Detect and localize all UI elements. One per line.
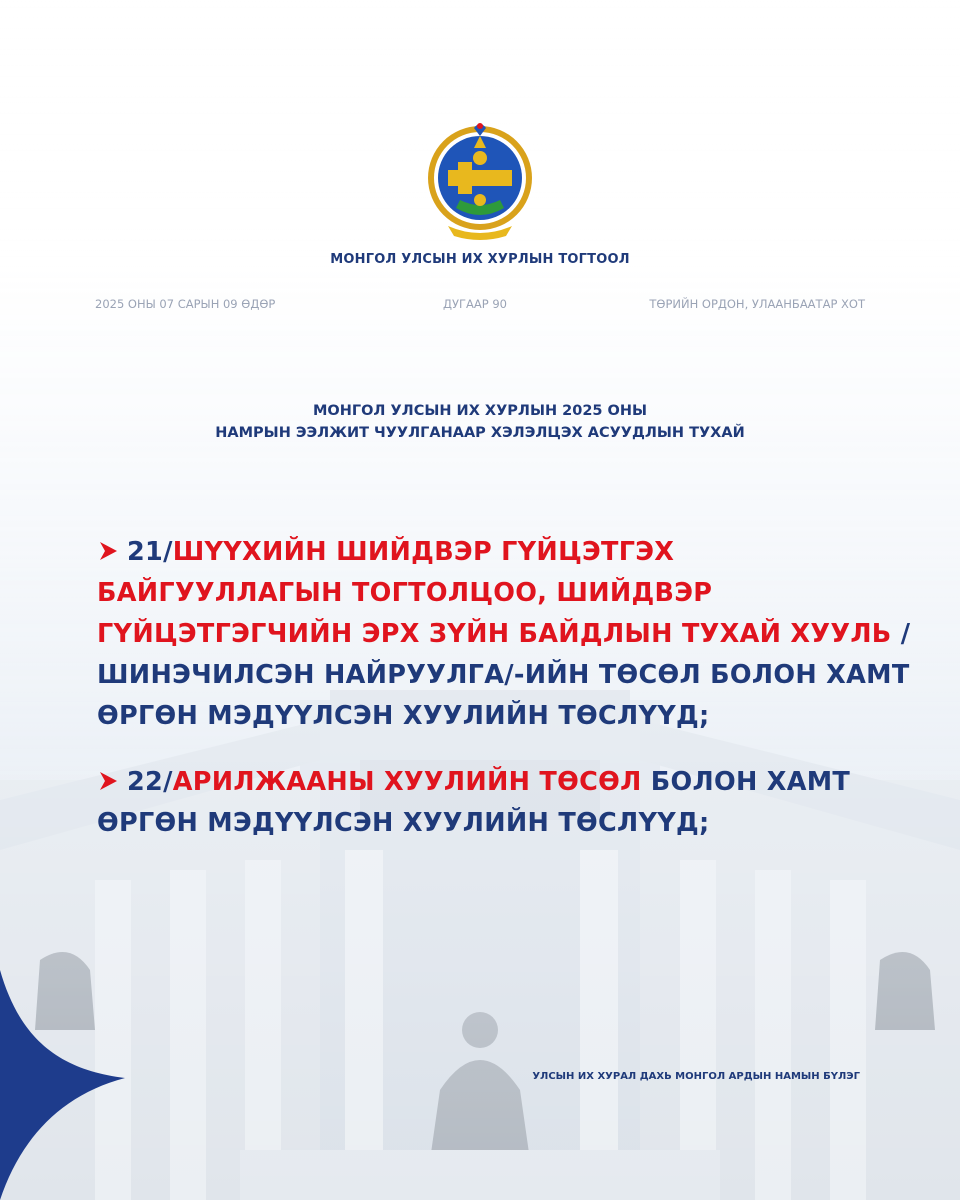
item-title-rest: /ШИНЭЧИЛСЭН НАЙРУУЛГА/-ИЙН ТӨСӨЛ БОЛОН ХАМТ ӨРГӨН МЭДҮҮЛСЭН ХУУЛИЙН ТӨСЛҮҮД; bbox=[97, 619, 911, 731]
resolution-subject bbox=[0, 400, 960, 444]
party-group-caption: УЛСЫН ИХ ХУРАЛ ДАХЬ МОНГОЛ АРДЫН НАМЫН БҮЛЭГ bbox=[532, 1071, 860, 1082]
state-emblem-icon bbox=[418, 118, 542, 242]
resolution-place: ТӨРИЙН ОРДОН, УЛААНБААТАР ХОТ bbox=[649, 297, 865, 311]
subject-line-2: НАМРЫН ЭЭЛЖИТ ЧУУЛГАНААР ХЭЛЭЛЦЭХ АСУУДЛЫН ТУХАЙ bbox=[215, 425, 745, 441]
item-title-rest: БОЛОН ХАМТ ӨРГӨН МЭДҮҮЛСЭН ХУУЛИЙН ТӨСЛҮҮД; bbox=[97, 767, 851, 838]
item-title-highlight: АРИЛЖААНЫ ХУУЛИЙН ТӨСӨЛ bbox=[172, 767, 642, 797]
agenda-item-21 bbox=[97, 532, 917, 737]
item-number: 22/ bbox=[127, 767, 173, 797]
subject-line-1: МОНГОЛ УЛСЫН ИХ ХУРЛЫН 2025 ОНЫ bbox=[312, 403, 648, 419]
item-title-highlight: ШҮҮХИЙН ШИЙДВЭР ГҮЙЦЭТГЭХ БАЙГУУЛЛАГЫН ТОГТОЛЦОО, ШИЙДВЭР ГҮЙЦЭТГЭГЧИЙН ЭРХ ЗҮЙН БАЙДЛЫН ТУХАЙ ХУУЛЬ bbox=[97, 537, 892, 649]
agenda-item-22 bbox=[97, 762, 917, 844]
resolution-date: 2025 ОНЫ 07 САРЫН 09 ӨДӨР bbox=[95, 297, 276, 311]
item-number: 21/ bbox=[127, 537, 173, 567]
resolution-heading: МОНГОЛ УЛСЫН ИХ ХУРЛЫН ТОГТООЛ bbox=[330, 252, 630, 267]
arrow-right-icon bbox=[97, 770, 119, 792]
resolution-number: ДУГААР 90 bbox=[443, 297, 507, 311]
arrow-right-icon bbox=[97, 540, 119, 562]
